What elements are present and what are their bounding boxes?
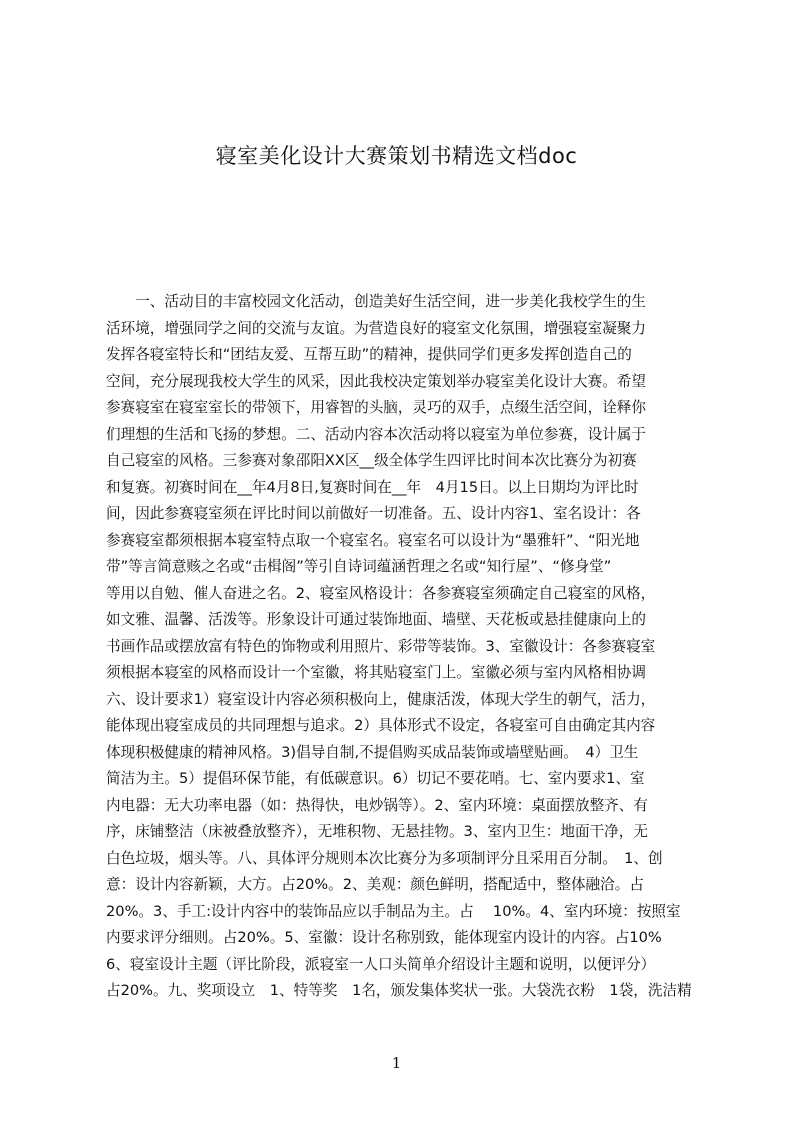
body-paragraph bbox=[106, 289, 697, 999]
text-line: 空间，充分展现我校大学生的风采，因此我校决定策划举办寝室美化设计大赛。希望 bbox=[106, 372, 646, 390]
document-title: 寝室美化设计大赛策划书精选文档doc bbox=[215, 144, 578, 168]
text-line: 活环境，增强同学之间的交流与友谊。为营造良好的寝室文化氛围，增强寝室凝聚力 bbox=[106, 319, 646, 337]
text-line: 书画作品或摆放富有特色的饰物或利用照片、彩带等装饰。3、室徽设计：各参赛寝室 bbox=[106, 637, 656, 655]
text-line: 带”等言简意赅之名或“击楫阁”等引自诗词蕴涵哲理之名或“知行屋”、“修身堂” bbox=[106, 558, 612, 575]
text-line: 如文雅、温馨、活泼等。形象设计可通过装饰地面、墙壁、天花板或悬挂健康向上的 bbox=[106, 611, 646, 628]
text-line: 须根据本寝室的风格而设计一个室徽，将其贴寝室门上。室徽必须与室内风格相协调 bbox=[106, 664, 646, 681]
text-line: 和复赛。初赛时间在__年4月8日,复赛时间在__年 4月15日。以上日期均为评比时 bbox=[106, 478, 639, 496]
text-line: 占20%。九、奖项设立 1、特等奖 1名，颁发集体奖状一张。大袋洗衣粉 1袋，洗洁精 bbox=[106, 982, 692, 999]
text-line: 一、活动目的丰富校园文化活动，创造美好生活空间，进一步美化我校学生的生 bbox=[106, 293, 646, 310]
text-line: 参赛寝室在寝室室长的带领下，用睿智的头脑，灵巧的双手，点缀生活空间，诠释你 bbox=[106, 399, 646, 416]
text-line: 序，床铺整洁（床被叠放整齐），无堆积物、无悬挂物。3、室内卫生：地面干净，无 bbox=[106, 823, 648, 840]
text-line: 6、寝室设计主题（评比阶段，派寝室一人口头简单介绍设计主题和说明，以便评分） bbox=[106, 955, 656, 973]
text-line: 发挥各寝室特长和“团结友爱、互帮互助”的精神，提供同学们更多发挥创造自己的 bbox=[106, 346, 632, 363]
page-number: 1 bbox=[391, 1054, 402, 1072]
text-line: 体现积极健康的精神风格。3)倡导自制,不提倡购买成品装饰或墙壁贴画。 4）卫生 bbox=[106, 743, 639, 761]
text-line: 20%。3、手工:设计内容中的装饰品应以手制品为主。占 10%。4、室内环境：按照室 bbox=[106, 902, 681, 920]
text-line: 六、设计要求1）寝室设计内容必须积极向上，健康活泼，体现大学生的朝气，活力， bbox=[106, 690, 656, 708]
text-line: 内要求评分细则。占20%。5、室徽：设计名称别致，能体现室内设计的内容。占10% bbox=[106, 929, 662, 946]
text-line: 们理想的生活和飞扬的梦想。二、活动内容本次活动将以寝室为单位参赛，设计属于 bbox=[106, 425, 646, 443]
text-line: 自己寝室的风格。三参赛对象邵阳XX区__级全体学生四评比时间本次比赛分为初赛 bbox=[106, 452, 637, 469]
text-line: 参赛寝室都须根据本寝室特点取一个寝室名。寝室名可以设计为“墨雅轩”、“阳光地 bbox=[106, 531, 640, 549]
text-line: 意：设计内容新颖，大方。占20%。2、美观：颜色鲜明，搭配适中，整体融洽。占 bbox=[106, 876, 644, 893]
text-line: 内电器：无大功率电器（如：热得快，电炒锅等）。2、室内环境：桌面摆放整齐、有 bbox=[106, 796, 648, 814]
text-line: 等用以自勉、催人奋进之名。2、寝室风格设计：各参赛寝室须确定自己寝室的风格， bbox=[106, 584, 656, 602]
text-line: 间，因此参赛寝室须在评比时间以前做好一切准备。五、设计内容1、室名设计：各 bbox=[106, 505, 641, 522]
text-line: 能体现出寝室成员的共同理想与追求。2）具体形式不设定，各寝室可自由确定其内容 bbox=[106, 717, 656, 734]
text-line: 简洁为主。5）提倡环保节能，有低碳意识。6）切记不要花哨。七、室内要求1、室 bbox=[106, 770, 645, 787]
text-line: 白色垃圾，烟头等。八、具体评分规则本次比赛分为多项制评分且采用百分制。 1、创 bbox=[106, 849, 663, 867]
